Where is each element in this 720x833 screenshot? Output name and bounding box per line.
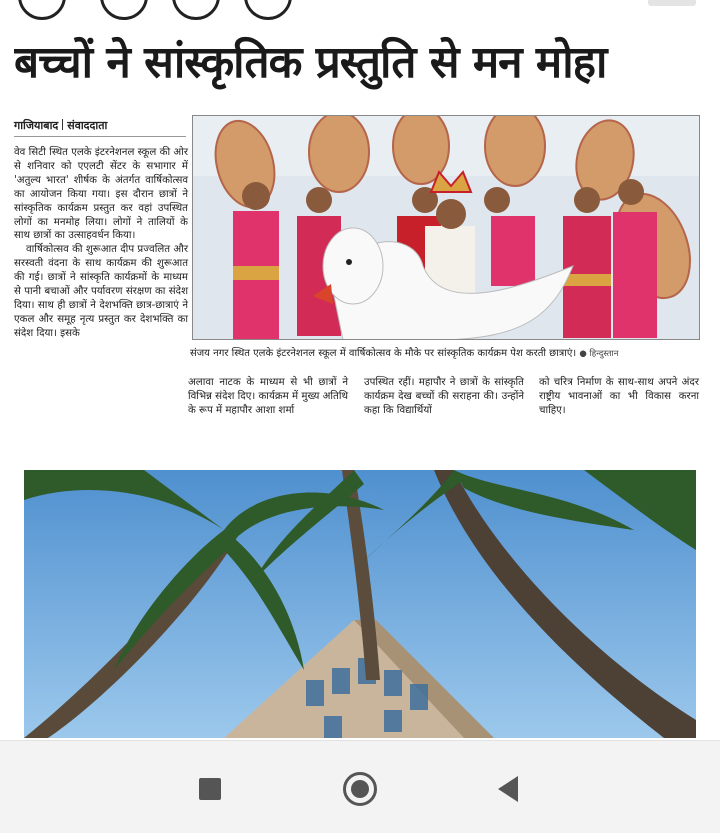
lead-column [14, 146, 188, 341]
column-b: अलावा नाटक के माध्यम से भी छात्रों ने विभिन्न संदेश दिए। कार्यक्रम में मुख्य अतिथि के रूप में महापौर आशा शर्मा [188, 377, 348, 416]
facebook-share-icon[interactable] [18, 0, 66, 20]
home-button[interactable] [338, 767, 382, 811]
back-triangle-icon [498, 776, 518, 802]
system-navigation-bar [0, 740, 720, 833]
divider [14, 136, 186, 137]
email-share-icon[interactable] [244, 0, 292, 20]
article-photo [192, 115, 700, 340]
twitter-share-icon[interactable] [100, 0, 148, 20]
newspaper-clipping [0, 22, 720, 442]
spacer [0, 442, 720, 470]
share-bar [0, 0, 720, 22]
location: गाजियाबाद [14, 119, 59, 132]
dateline [14, 118, 107, 133]
recents-button[interactable] [188, 767, 232, 811]
photo-credit: ● हिन्दुस्तान [579, 349, 619, 359]
whatsapp-share-icon[interactable] [172, 0, 220, 20]
column-d: को चरित्र निर्माण के साथ-साथ अपने अंदर राष्ट्रीय भावनाओं का भी विकास करना चाहिए। [539, 377, 699, 416]
recents-square-icon [199, 778, 221, 800]
back-button[interactable] [486, 767, 530, 811]
lead-paragraph: वार्षिकोत्सव की शुरूआत दीप प्रज्वलित और सरस्वती वंदना के साथ कार्यक्रम की शुरूआत की गई। छात्रों ने सांस्कृति कार्यक्रमों के माध्यम से पानी बचाओं और पर्यावरण संरक्षण का संदेश दिया। साथ ही छात्रों ने देशभक्ति छात्र-छात्राएं ने एकल और समूह नृत्य प्रस्तुत कर देशभक्ति का संदेश दिया। इसके [14, 244, 188, 339]
byline: संवाददाता [67, 119, 108, 132]
column-c: उपस्थित रहीं। महापौर ने छात्रों के सांस्कृति कार्यक्रम देख बच्चों की सराहना की। उन्होंने कहा कि विद्यार्थियों [364, 377, 524, 416]
caption-text: संजय नगर स्थित एलके इंटरनेशनल स्कूल में वार्षिकोत्सव के मौके पर सांस्कृतिक कार्यक्रम पेश करती छात्राएं। [190, 348, 577, 359]
overflow-menu-button[interactable] [648, 0, 696, 6]
lead-paragraph: वेव सिटी स्थित एलके इंटरनेशनल स्कूल की ओर से शनिवार को एएलटी सेंटर के सभागार में 'अतुल्य भारत' शीर्षक के अंतर्गत वार्षिकोत्सव का आयोजन किया गया। इस दौरान छात्रों ने सांस्कृतिक कार्यक्रम प्रस्तुत कर वहां उपस्थित लोगों का मनमोह लिया। लोगों ने तालियों के साथ छात्रों का उत्साहवर्धन किया। [14, 147, 188, 242]
headline: बच्चों ने सांस्कृतिक प्रस्तुति से मन मोहा [14, 37, 607, 88]
home-circle-icon [343, 772, 377, 806]
photo-caption [190, 347, 702, 361]
advertisement-image[interactable] [24, 470, 696, 738]
